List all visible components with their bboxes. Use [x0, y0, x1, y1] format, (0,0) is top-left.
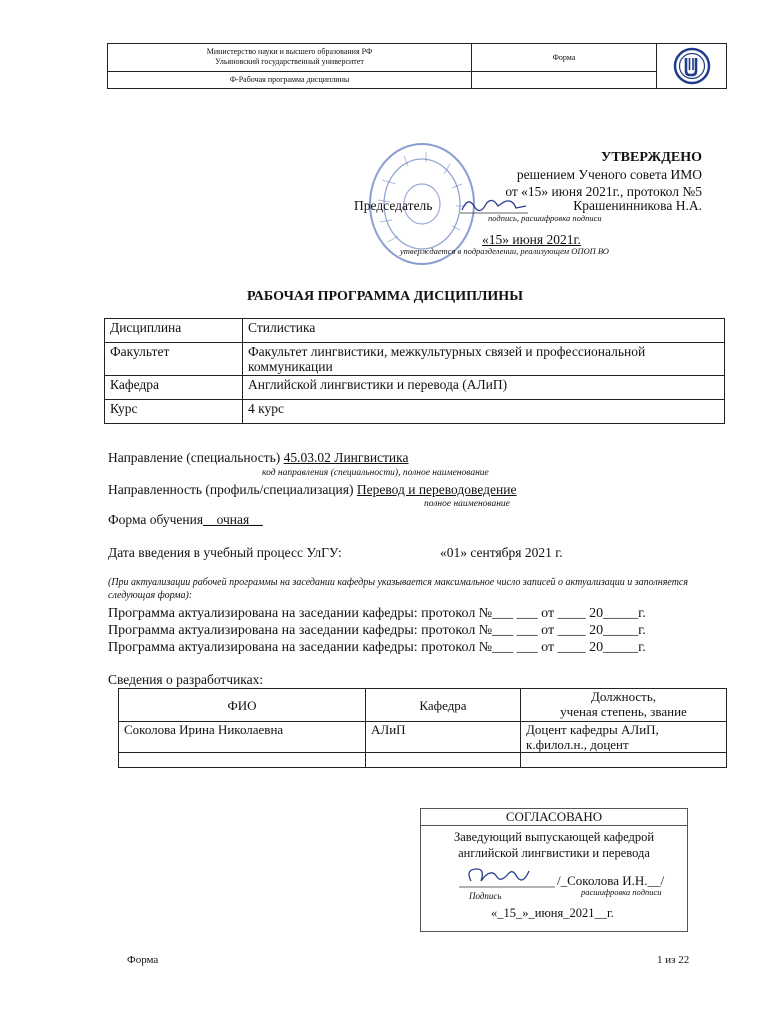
program-label: Ф-Рабочая программа дисциплины — [108, 72, 472, 89]
agreement-block — [420, 808, 688, 932]
document-header — [107, 43, 727, 89]
study-form-line — [108, 512, 263, 528]
approval-date: «15» июня 2021г. — [482, 232, 581, 247]
agreement-title: СОГЛАСОВАНО — [421, 809, 687, 826]
agreement-name: /_Соколова И.Н.__/ — [557, 873, 665, 888]
table-row — [105, 319, 725, 343]
intro-date-label: Дата введения в учебный процесс УлГУ: — [108, 545, 342, 560]
agreement-date: «_15_»_июня_2021__г. — [491, 906, 614, 920]
actualization-line: Программа актуализирована на заседании кафедры: протокол №___ ___ от ____ 20_____г. — [108, 640, 646, 655]
study-form-label: Форма обучения — [108, 512, 204, 527]
row-key: Кафедра — [105, 376, 243, 400]
approval-block — [330, 140, 710, 265]
chair-label: Председатель — [354, 198, 433, 213]
column-header: Кафедра — [366, 689, 521, 722]
table-row — [119, 753, 727, 768]
profile-value: Перевод и переводоведение — [356, 482, 517, 497]
profile-hint: полное наименование — [424, 499, 510, 509]
footer-form-label: Форма — [127, 954, 159, 966]
row-key: Факультет — [105, 343, 243, 376]
direction-line — [108, 450, 409, 466]
row-key: Дисциплина — [105, 319, 243, 343]
row-value: Факультет лингвистики, межкультурных связей и профессиональной коммуникации — [243, 343, 725, 376]
intro-date-value: «01» сентября 2021 г. — [440, 545, 563, 560]
direction-label: Направление (специальность) — [108, 450, 281, 465]
approval-date-protocol: от «15» июня 2021г., протокол №5 — [505, 184, 702, 199]
direction-hint: код направления (специальности), полное наименование — [262, 468, 489, 478]
table-cell: Доцент кафедры АЛиП, к.филол.н., доцент — [521, 722, 727, 753]
ministry-text: Министерство науки и высшего образования РФ — [206, 47, 373, 56]
agreement-line1: Заведующий выпускающей кафедрой — [453, 830, 655, 844]
chair-name: Крашенинникова Н.А. — [573, 198, 702, 213]
table-cell — [521, 753, 727, 768]
header-empty-cell — [472, 72, 657, 89]
profile-label: Направленность (профиль/специализация) — [108, 482, 354, 497]
discipline-info-table — [104, 318, 725, 424]
row-value: 4 курс — [243, 400, 725, 424]
column-header: ФИО — [119, 689, 366, 722]
agreement-line2: английской лингвистики и перевода — [458, 846, 650, 860]
approval-note: утверждается в подразделении, реализующем ОПОП ВО — [400, 246, 609, 256]
row-value: Стилистика — [243, 319, 725, 343]
table-cell: Соколова Ирина Николаевна — [119, 722, 366, 753]
approval-decision: решением Ученого совета ИМО — [516, 167, 702, 182]
table-cell: АЛиП — [366, 722, 521, 753]
table-header-row — [119, 689, 727, 722]
developers-title: Сведения о разработчиках: — [108, 672, 264, 687]
agreement-sig-hint: расшифровка подписи — [581, 887, 662, 897]
column-header: Должность, ученая степень, звание — [521, 689, 727, 722]
page-number: 1 из 22 — [657, 954, 690, 966]
table-cell — [119, 753, 366, 768]
signature-hint: подпись, расшифровка подписи — [488, 213, 602, 223]
university-logo — [657, 44, 726, 88]
profile-line — [108, 482, 516, 498]
university-text: Ульяновский государственный университет — [215, 57, 364, 66]
table-row — [105, 376, 725, 400]
document-title: РАБОЧАЯ ПРОГРАММА ДИСЦИПЛИНЫ — [247, 289, 523, 304]
row-value: Английской лингвистики и перевода (АЛиП) — [243, 376, 725, 400]
approved-heading: УТВЕРЖДЕНО — [601, 150, 702, 165]
direction-value: 45.03.02 Лингвистика — [283, 450, 409, 465]
table-row — [105, 343, 725, 376]
form-label: Форма — [472, 44, 657, 72]
row-key: Курс — [105, 400, 243, 424]
head-signature-icon — [457, 863, 557, 893]
study-form-value: __очная__ — [203, 512, 263, 527]
agreement-sig-label: Подпись — [469, 891, 502, 901]
actualization-line: Программа актуализирована на заседании кафедры: протокол №___ ___ от ____ 20_____г. — [108, 606, 646, 621]
actualization-note: (При актуализации рабочей программы на заседании кафедры указывается максимальное число записей о актуализации и заполняется следующая форма): — [108, 577, 689, 601]
table-row — [105, 400, 725, 424]
header-org-cell — [108, 44, 472, 72]
table-row — [119, 722, 727, 753]
actualization-line: Программа актуализирована на заседании кафедры: протокол №___ ___ от ____ 20_____г. — [108, 623, 646, 638]
developers-table — [118, 688, 727, 768]
table-cell — [366, 753, 521, 768]
